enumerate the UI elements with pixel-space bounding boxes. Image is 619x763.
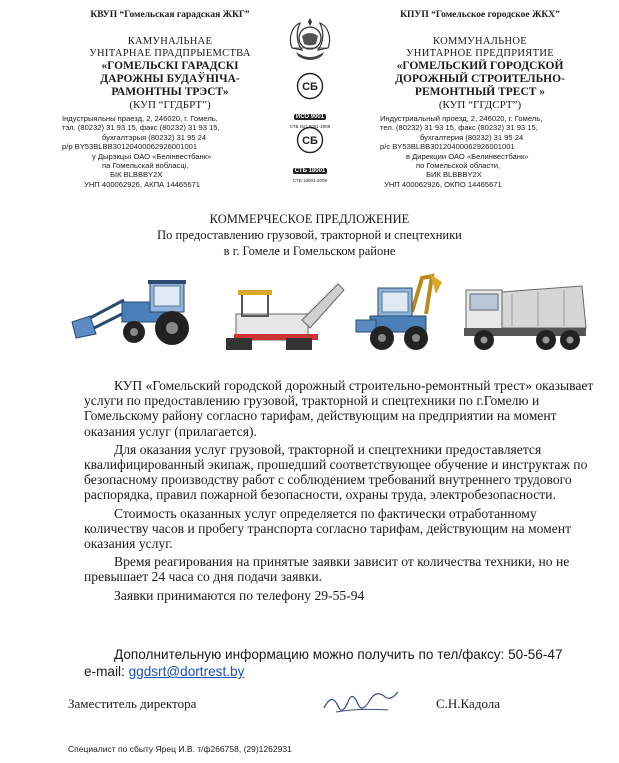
org-name-line: ДОРОЖНЫЙ СТРОИТЕЛЬНО- bbox=[395, 73, 565, 85]
org-name-line: РЕМОНТНЫЙ ТРЕСТ » bbox=[414, 86, 546, 98]
org-abbr: (КУП “ГГДСРТ”) bbox=[438, 99, 522, 111]
svg-text:СБ: СБ bbox=[302, 81, 318, 93]
parent-org: КПУП “Гомельское городское ЖКХ” bbox=[400, 10, 560, 20]
offer-body bbox=[84, 378, 596, 606]
signatory-name: С.Н.Кадола bbox=[436, 696, 501, 711]
requisite-line: р/р BY53BLBB30120400062926001001 bbox=[62, 142, 198, 152]
contact-info bbox=[84, 646, 596, 680]
header-left bbox=[56, 10, 284, 189]
state-emblem-icon bbox=[286, 18, 334, 64]
paragraph: Время реагирования на принятые заявки зависит от количества техники, но не превышает 24 часа со дня подачи заявки. bbox=[84, 554, 570, 585]
tractor-loader-image bbox=[68, 272, 200, 356]
parent-org: КВУП “Гомельская гарадская ЖКГ” bbox=[90, 10, 250, 20]
org-abbr: (КУП “ГГДБРТ”) bbox=[129, 99, 211, 111]
certification-mark-icon bbox=[296, 72, 324, 100]
org-type-line: УНІТАРНАЕ ПРАДПРЫЕМСТВА bbox=[89, 48, 251, 59]
paragraph: Заявки принимаются по телефону 29-55-94 bbox=[114, 587, 365, 603]
requisite-line: УНП 400062926, АКПА 14465671 bbox=[84, 179, 201, 189]
requisite-line: у Дырэкцыі ОАО «Белінвестбанк» bbox=[92, 151, 212, 161]
org-name-line: РАМОНТНЫ ТРЭСТ» bbox=[111, 86, 229, 98]
footer-contact: Специалист по сбыту Ярец И.В. т/ф266758, (29)1262931 bbox=[68, 744, 292, 754]
requisite-line: БІК BLBBBY2X bbox=[110, 170, 163, 180]
document-subtitle: в г. Гомеле и Гомельском районе bbox=[223, 244, 396, 258]
paragraph: Стоимость оказанных услуг определяется по фактически отработанному количеству часов и пробегу транспорта согласно тарифам, действующим на момент оказания услуг. bbox=[84, 505, 572, 552]
requisite-line: бухгалтерия (80232) 31 95 24 bbox=[420, 132, 524, 142]
org-requisites bbox=[56, 114, 284, 189]
requisite-line: Індустрыяльны праезд, 2, 246020, г. Гомель, bbox=[62, 114, 218, 123]
requisite-line: БИК BLBBBY2X bbox=[426, 170, 482, 180]
certificate-stb18001 bbox=[289, 126, 331, 183]
email-line bbox=[84, 663, 596, 680]
paragraph: Для оказания услуг грузовой, тракторной и спецтехники предоставляется квалифицированный экипаж, прошедший соответствующее обучение и инструктаж по безопасному производству работ с соблюдением требований внутреннего трудового распорядка, правил пожарной безопасности, охраны труда, электробезопасности. bbox=[84, 441, 588, 503]
signatory-position: Заместитель директора bbox=[68, 696, 197, 711]
org-name-line: «ГОМЕЛЬСКІ ГАРАДСКІ bbox=[101, 60, 239, 72]
org-type-line: УНИТАРНОЕ ПРЕДПРИЯТИЕ bbox=[406, 48, 554, 59]
requisite-line: по Гомельской области, bbox=[416, 161, 501, 171]
requisite-line: бухгалтэрыя (80232) 31 95 24 bbox=[102, 132, 207, 142]
org-type-line: КОММУНАЛЬНОЕ bbox=[433, 36, 527, 47]
road-milling-machine-image bbox=[216, 276, 348, 358]
document-title: КОММЕРЧЕСКОЕ ПРЕДЛОЖЕНИЕ bbox=[209, 212, 410, 226]
requisite-line: УНП 400062926, ОКПО 14465671 bbox=[384, 179, 502, 189]
paragraph: КУП «Гомельский городской дорожный строительно-ремонтный трест» оказывает услуги по предоставлению грузовой, тракторной и спецтехники по г.Гомелю и Гомельскому району согласно тарифам, действующим на предприятии на момент оказания услуг (прилагается). bbox=[84, 378, 594, 439]
requisite-line: тел. (80232) 31 93 15, факс (80232) 31 93 15, bbox=[380, 123, 538, 133]
certification-mark-icon bbox=[296, 126, 324, 154]
phone-line: Дополнительную информацию можно получить по тел/факсу: 50-56-47 bbox=[114, 647, 563, 662]
document-subtitle: По предоставлению грузовой, тракторной и спецтехники bbox=[157, 228, 462, 242]
certificate-label: СТБ 18001 bbox=[294, 168, 326, 174]
requisite-line: в Дирекции ОАО «Белинвестбанк» bbox=[406, 151, 529, 161]
org-type-line: КАМУНАЛЬНАЕ bbox=[127, 36, 213, 47]
machinery-photos bbox=[68, 272, 588, 360]
requisite-line: па Гомельскай вобласці, bbox=[102, 161, 189, 171]
certificate-standard: СТБ ISO 9001-2009 bbox=[289, 124, 331, 129]
email-label: e-mail: bbox=[84, 664, 125, 679]
certificate-iso9001 bbox=[289, 72, 331, 129]
org-requisites bbox=[362, 114, 598, 189]
requisite-line: р/с BY53BLBB30120400062926001001 bbox=[380, 142, 515, 152]
tractor-backhoe-image bbox=[352, 272, 448, 356]
handwritten-signature bbox=[318, 682, 402, 720]
requisite-line: тэл. (80232) 31 93 15, факс (80232) 31 93 15, bbox=[62, 123, 220, 133]
certificate-label: ИСО 9001 bbox=[295, 114, 325, 120]
certificate-standard: СТБ 18001-2009 bbox=[292, 178, 328, 183]
org-name-line: «ГОМЕЛЬСКИЙ ГОРОДСКОЙ bbox=[396, 60, 564, 72]
email-link[interactable]: ggdsrt@dortrest.by bbox=[128, 664, 245, 679]
requisite-line: Индустриальный проезд, 2, 246020, г. Гомель, bbox=[380, 114, 543, 123]
header-right bbox=[362, 10, 598, 189]
dump-truck-image bbox=[458, 276, 590, 358]
svg-text:СБ: СБ bbox=[302, 135, 318, 147]
org-name-line: ДАРОЖНЫ БУДАЎНІЧА- bbox=[100, 73, 240, 85]
